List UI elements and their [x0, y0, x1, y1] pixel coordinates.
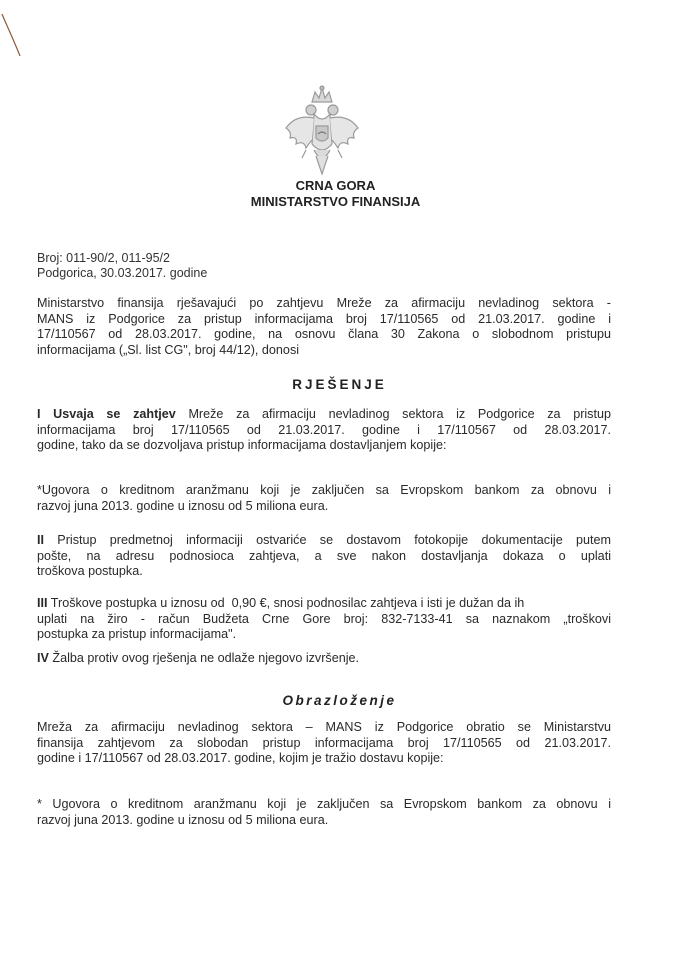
decision-item-2-text: Pristup predmetnoj informaciji ostvariće se dostavom fotokopije dokumentacije putem: [44, 533, 611, 547]
intro-line: informacijama („Sl. list CG", broj 44/12), donosi: [37, 342, 300, 357]
reasoning-paragraph: [37, 720, 611, 767]
intro-paragraph: [37, 296, 611, 358]
decision-item-1-first-line: [37, 407, 611, 423]
intro-line: Ministarstvo finansija rješavajući po zahtjevu Mreže za afirmaciju nevladinog sektora -: [37, 296, 611, 310]
decision-item-4: [37, 651, 611, 667]
decision-item-3: [37, 596, 611, 643]
pen-mark-icon: [0, 0, 30, 70]
decision-item-4-text: Žalba protiv ovog rješenja ne odlaže njegovo izvršenje.: [48, 651, 360, 665]
intro-line: MANS iz Podgorice za pristup informacijama broj 17/110565 od 21.03.2017. godine i: [37, 311, 611, 326]
decision-item-1-label: I Usvaja se zahtjev: [37, 407, 176, 421]
bullet-line: *Ugovora o kreditnom aranžmanu koji je zaključen sa Evropskom bankom za obnovu i: [37, 483, 611, 497]
decision-title: RJEŠENJE: [292, 377, 387, 392]
reasoning-bullet-line: razvoj juna 2013. godine u iznosu od 5 miliona eura.: [37, 812, 329, 827]
decision-item-3-line: uplati na žiro - račun Budžeta Crne Gore broj: 832-7133-41 sa naznakom „troškovi: [37, 611, 611, 626]
decision-item-2: [37, 533, 611, 580]
bullet-line: razvoj juna 2013. godine u iznosu od 5 miliona eura.: [37, 498, 329, 513]
reasoning-line: Mreža za afirmaciju nevladinog sektora – MANS iz Podgorice obratio se Ministarstvu: [37, 720, 611, 734]
header-country: CRNA GORA: [295, 178, 376, 193]
reasoning-bullet-line: * Ugovora o kreditnom aranžmanu koji je zaključen sa Evropskom bankom za obnovu i: [37, 797, 611, 811]
place-date: Podgorica, 30.03.2017. godine: [37, 266, 208, 280]
reasoning-title: Obrazloženje: [282, 693, 397, 708]
decision-item-4-label: IV: [37, 651, 49, 665]
reasoning-line: godine i 17/110567 od 28.03.2017. godine, kojim je tražio dostavu kopije:: [37, 751, 444, 766]
decision-item-2-line: troškova postupka.: [37, 564, 143, 579]
decision-item-1: [37, 407, 611, 454]
decision-item-2-label: II: [37, 533, 44, 547]
decision-item-4-line: [37, 651, 611, 667]
reasoning-line: finansija zahtjevom za slobodan pristup informacijama broj 17/110565 od 21.03.2017.: [37, 735, 611, 750]
decision-item-1-line: informacijama broj 17/110565 od 21.03.2017. godine i 17/110567 od 28.03.2017.: [37, 422, 611, 437]
decision-item-3-first-line: [37, 596, 611, 612]
reasoning-bullet: [37, 797, 611, 828]
coat-of-arms-icon: [282, 84, 362, 176]
decision-item-2-first-line: [37, 533, 611, 549]
decision-item-1-text: Mreže za afirmaciju nevladinog sektora iz Podgorice za pristup: [175, 407, 611, 421]
decision-item-1-line: godine, tako da se dozvoljava pristup informacijama dostavljanjem kopije:: [37, 438, 447, 453]
document-number: Broj: 011-90/2, 011-95/2: [37, 251, 170, 265]
decision-item-3-line: postupka za pristup informacijama".: [37, 627, 237, 642]
decision-item-2-line: pošte, na adresu podnosioca zahtjeva, a sve nakon dostavljanja dokaza o uplati: [37, 548, 611, 563]
decision-item-3-text: Troškove postupka u iznosu od 0,90 €, snosi podnosilac zahtjeva i isti je dužan da ih: [47, 596, 525, 610]
decision-item-1-bullet: [37, 483, 611, 514]
decision-item-3-label: III: [37, 596, 48, 610]
intro-line: 17/110567 od 28.03.2017. godine, na osnovu člana 30 Zakona o slobodnom pristupu: [37, 327, 611, 342]
header-ministry: MINISTARSTVO FINANSIJA: [250, 194, 421, 209]
